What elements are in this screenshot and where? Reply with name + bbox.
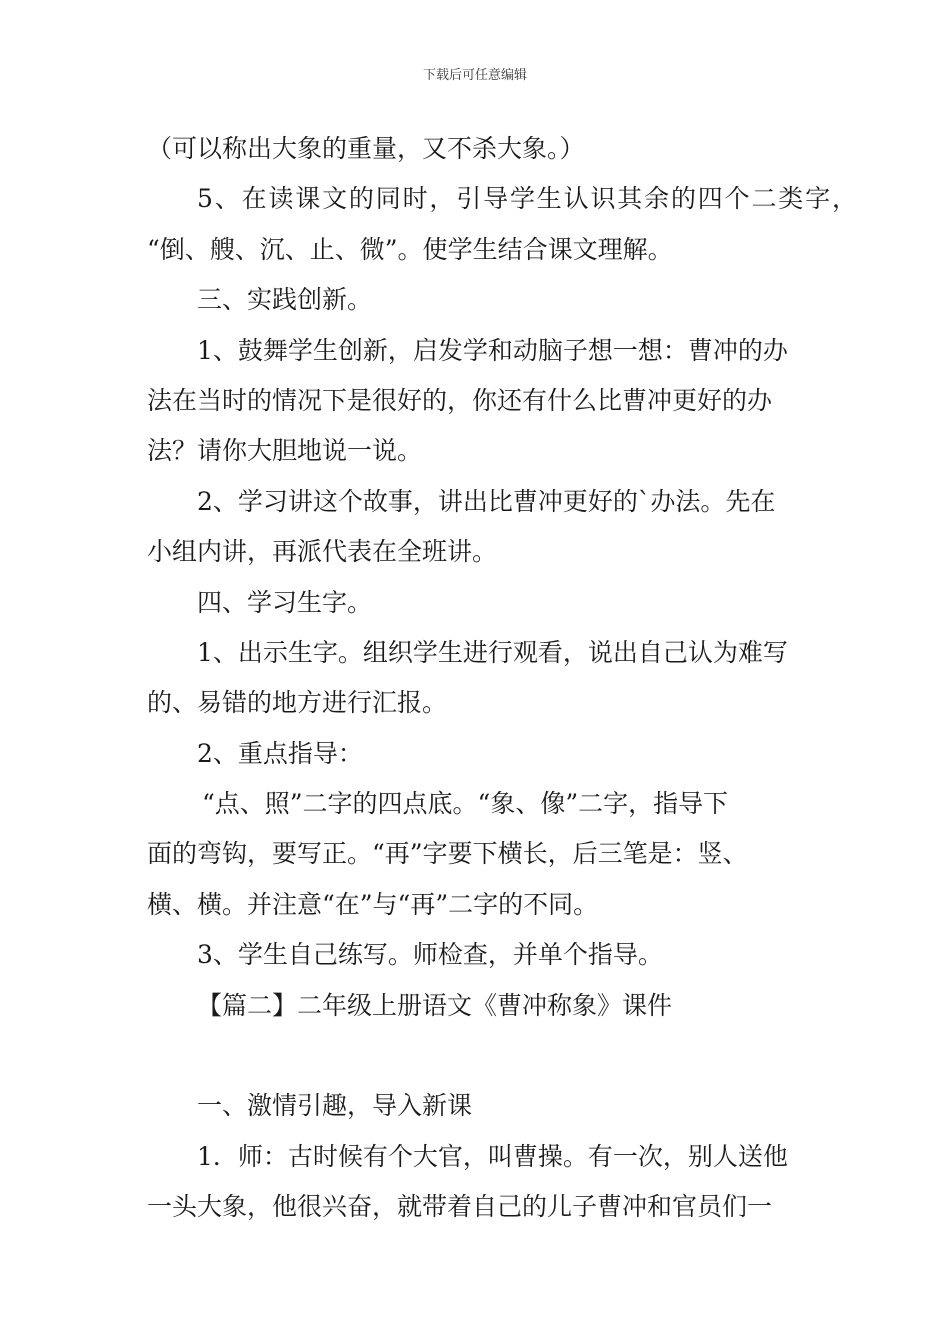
page-header: 下载后可任意编辑	[422, 68, 527, 83]
paragraph-line: 5、在读课文的同时，引导学生认识其余的四个二类字，	[197, 184, 857, 214]
paragraph-line: 的、易错的地方进行汇报。	[147, 688, 448, 718]
paragraph-line: 小组内讲，再派代表在全班讲。	[147, 537, 498, 567]
paragraph-line: 3、学生自己练写。师检查，并单个指导。	[197, 940, 663, 970]
section-heading: 四、学习生字。	[197, 587, 373, 617]
paragraph-line: 一头大象，他很兴奋，就带着自己的儿子曹冲和官员们一	[147, 1192, 773, 1222]
document-body	[147, 124, 857, 1233]
paragraph-line: 法在当时的情况下是很好的，你还有什么比曹冲更好的办	[147, 385, 773, 415]
paragraph-line: “倒、艘、沉、止、微”。使学生结合课文理解。	[147, 234, 673, 264]
blank-line	[147, 1031, 827, 1081]
paragraph-line: （可以称出大象的重量，又不杀大象。）	[147, 134, 585, 163]
paragraph-line: 1、出示生字。组织学生进行观看，说出自己认为难写	[197, 637, 788, 667]
paragraph-line: 法？请你大胆地说一说。	[147, 436, 423, 466]
paragraph-line: 2、重点指导：	[197, 738, 363, 768]
section-heading: 三、实践创新。	[197, 285, 373, 315]
paragraph-line: 面的弯钩，要写正。“再”字要下横长，后三笔是：竖、	[147, 839, 748, 869]
section-heading: 一、激情引趣，导入新课	[197, 1091, 473, 1121]
paragraph-line: 1．师：古时候有个大官，叫曹操。有一次，别人送他	[197, 1141, 788, 1171]
paragraph-line: 1、鼓舞学生创新，启发学和动脑子想一想：曹冲的办	[197, 335, 788, 365]
article-title: 【篇二】二年级上册语文《曹冲称象》课件	[197, 990, 673, 1020]
paragraph-line: 横、横。并注意“在”与“再”二字的不同。	[147, 889, 599, 919]
paragraph-line: “点、照”二字的四点底。“象、像”二字，指导下	[202, 789, 729, 819]
paragraph-line: 2、学习讲这个故事，讲出比曹冲更好的`办法。先在	[197, 486, 776, 516]
